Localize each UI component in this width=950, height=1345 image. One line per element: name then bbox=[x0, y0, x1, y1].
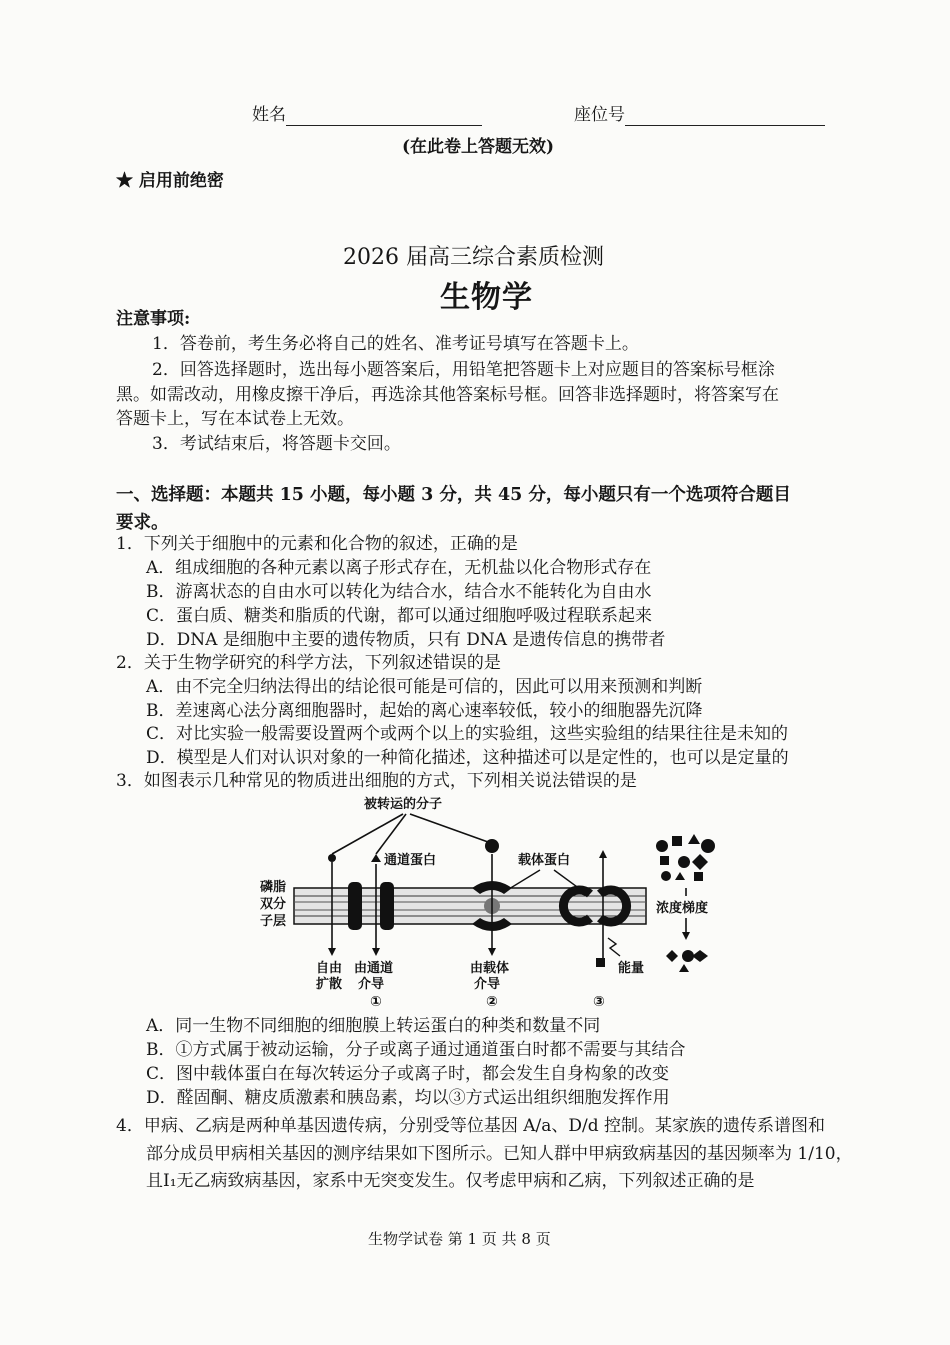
q2-stem: 2．关于生物学研究的科学方法，下列叙述错误的是 bbox=[116, 653, 501, 673]
seat-blank[interactable] bbox=[625, 109, 825, 126]
arrow-head-4 bbox=[599, 850, 607, 858]
gradient-mol-5 bbox=[660, 856, 669, 865]
arrow-head-3 bbox=[488, 948, 496, 956]
gradient-mol-9 bbox=[675, 872, 685, 880]
pointer-line-3 bbox=[410, 814, 488, 842]
energy-square bbox=[596, 958, 605, 967]
gradient-low-1 bbox=[666, 950, 678, 962]
notice-item-2: 2．回答选择题时，选出每小题答案后，用铅笔把答题卡上对应题目的答案标号框涂 bbox=[152, 360, 775, 380]
label-channel-mediated-1: 由通道 bbox=[354, 961, 394, 976]
q3-option-b: B．①方式属于被动运输，分子或离子通过通道蛋白时都不需要与其结合 bbox=[146, 1040, 686, 1060]
gradient-mol-8 bbox=[661, 871, 671, 881]
gradient-mol-10 bbox=[694, 872, 703, 881]
notice-item-1: 1．答卷前，考生务必将自己的姓名、准考证号填写在答题卡上。 bbox=[152, 334, 639, 354]
label-mark-3: ③ bbox=[593, 994, 605, 1010]
seat-label: 座位号 bbox=[574, 105, 625, 125]
label-mark-2: ② bbox=[486, 994, 498, 1010]
q3-stem: 3．如图表示几种常见的物质进出细胞的方式，下列相关说法错误的是 bbox=[116, 771, 637, 791]
molecule-dot-1 bbox=[328, 854, 336, 862]
label-carrier-protein: 载体蛋白 bbox=[518, 853, 571, 868]
label-carrier-mediated-2: 介导 bbox=[474, 977, 501, 992]
q4-stem-cont2: 且Ⅰ₁无乙病致病基因，家系中无突变发生。仅考虑甲病和乙病，下列叙述正确的是 bbox=[146, 1171, 755, 1191]
label-transported-molecule: 被转运的分子 bbox=[364, 797, 443, 812]
subject-title: 生物学 bbox=[440, 280, 533, 315]
secret-mark: ★ 启用前绝密 bbox=[116, 171, 224, 191]
label-energy: 能量 bbox=[618, 961, 645, 976]
gradient-mol-6 bbox=[678, 856, 690, 868]
gradient-mol-2 bbox=[672, 836, 682, 846]
notice-item-2-cont2: 答题卡上，写在本试卷上无效。 bbox=[116, 409, 354, 429]
q3-option-a: A．同一生物不同细胞的细胞膜上转运蛋白的种类和数量不同 bbox=[146, 1016, 601, 1036]
name-blank[interactable] bbox=[286, 109, 482, 126]
section-heading-cont: 要求。 bbox=[116, 513, 169, 533]
name-label: 姓名 bbox=[252, 105, 286, 125]
label-channel-protein: 通道蛋白 bbox=[384, 853, 437, 868]
q2-option-d: D．模型是人们对认识对象的一种简化描述，这种描述可以是定性的，也可以是定量的 bbox=[146, 748, 789, 768]
q2-option-c: C．对比实验一般需要设置两个或两个以上的实验组，这些实验组的结果往往是未知的 bbox=[146, 724, 789, 744]
answer-invalid-note: (在此卷上答题无效) bbox=[402, 137, 555, 157]
label-bilayer-3: 子层 bbox=[260, 914, 287, 929]
exam-title: 2026 届高三综合素质检测 bbox=[343, 245, 604, 270]
q1-option-d: D．DNA 是细胞中主要的遗传物质，只有 DNA 是遗传信息的携带者 bbox=[146, 630, 666, 650]
notice-item-3: 3．考试结束后，将答题卡交回。 bbox=[152, 434, 401, 454]
gradient-mol-4 bbox=[701, 839, 715, 853]
label-free-diffusion-2: 扩散 bbox=[316, 977, 343, 992]
arrow-head-2 bbox=[372, 948, 380, 956]
gradient-arrow-head bbox=[682, 932, 690, 940]
q3-option-c: C．图中载体蛋白在每次转运分子或离子时，都会发生自身构象的改变 bbox=[146, 1064, 670, 1084]
label-gradient: 浓度梯度 bbox=[656, 901, 709, 916]
q1-stem: 1．下列关于细胞中的元素和化合物的叙述，正确的是 bbox=[116, 534, 518, 554]
gradient-mol-3 bbox=[688, 834, 700, 844]
q1-option-b: B．游离状态的自由水可以转化为结合水，结合水不能转化为自由水 bbox=[146, 582, 652, 602]
label-bilayer-2: 双分 bbox=[260, 897, 287, 912]
gradient-low-3 bbox=[692, 950, 708, 962]
molecule-triangle bbox=[371, 854, 381, 862]
label-mark-1: ① bbox=[370, 994, 382, 1010]
seat-field bbox=[574, 104, 825, 126]
notice-heading: 注意事项: bbox=[116, 309, 191, 329]
section-heading: 一、选择题：本题共 15 小题，每小题 3 分，共 45 分，每小题只有一个选项符合题目 bbox=[116, 485, 791, 505]
membrane-transport-figure bbox=[248, 792, 728, 1010]
q1-option-a: A．组成细胞的各种元素以离子形式存在，无机盐以化合物形式存在 bbox=[146, 558, 652, 578]
arrow-head-1 bbox=[328, 948, 336, 956]
molecule-ball bbox=[485, 839, 499, 853]
label-free-diffusion-1: 自由 bbox=[316, 961, 343, 976]
q1-option-c: C．蛋白质、糖类和脂质的代谢，都可以通过细胞呼吸过程联系起来 bbox=[146, 606, 653, 626]
channel-protein-left bbox=[348, 882, 362, 930]
label-bilayer-1: 磷脂 bbox=[260, 880, 287, 895]
q4-stem: 4．甲病、乙病是两种单基因遗传病，分别受等位基因 A/a、D/d 控制。某家族的遗传系谱图和 bbox=[116, 1116, 826, 1136]
channel-protein-right bbox=[380, 882, 394, 930]
gradient-low-4 bbox=[679, 964, 689, 972]
q4-stem-cont: 部分成员甲病相关基因的测序结果如下图所示。已知人群中甲病致病基因的基因频率为 1/10， bbox=[146, 1144, 853, 1164]
pointer-line-1 bbox=[332, 814, 403, 854]
q2-option-a: A．由不完全归纳法得出的结论很可能是可信的，因此可以用来预测和判断 bbox=[146, 677, 703, 697]
notice-item-2-cont: 黑。如需改动，用橡皮擦干净后，再选涂其他答案标号框。回答非选择题时，将答案写在 bbox=[116, 385, 779, 405]
gradient-mol-1 bbox=[656, 840, 668, 852]
page-footer: 生物学试卷 第 1 页 共 8 页 bbox=[368, 1230, 551, 1248]
label-carrier-mediated-1: 由载体 bbox=[470, 961, 510, 976]
name-field bbox=[252, 104, 482, 126]
q2-option-b: B．差速离心法分离细胞器时，起始的离心速率较低，较小的细胞器先沉降 bbox=[146, 701, 703, 721]
gradient-mol-7 bbox=[692, 854, 708, 870]
q3-option-d: D．醛固酮、糖皮质激素和胰岛素，均以③方式运出组织细胞发挥作用 bbox=[146, 1088, 670, 1108]
energy-zigzag bbox=[608, 938, 620, 956]
phospholipid-bilayer bbox=[294, 888, 646, 924]
label-channel-mediated-2: 介导 bbox=[358, 977, 385, 992]
